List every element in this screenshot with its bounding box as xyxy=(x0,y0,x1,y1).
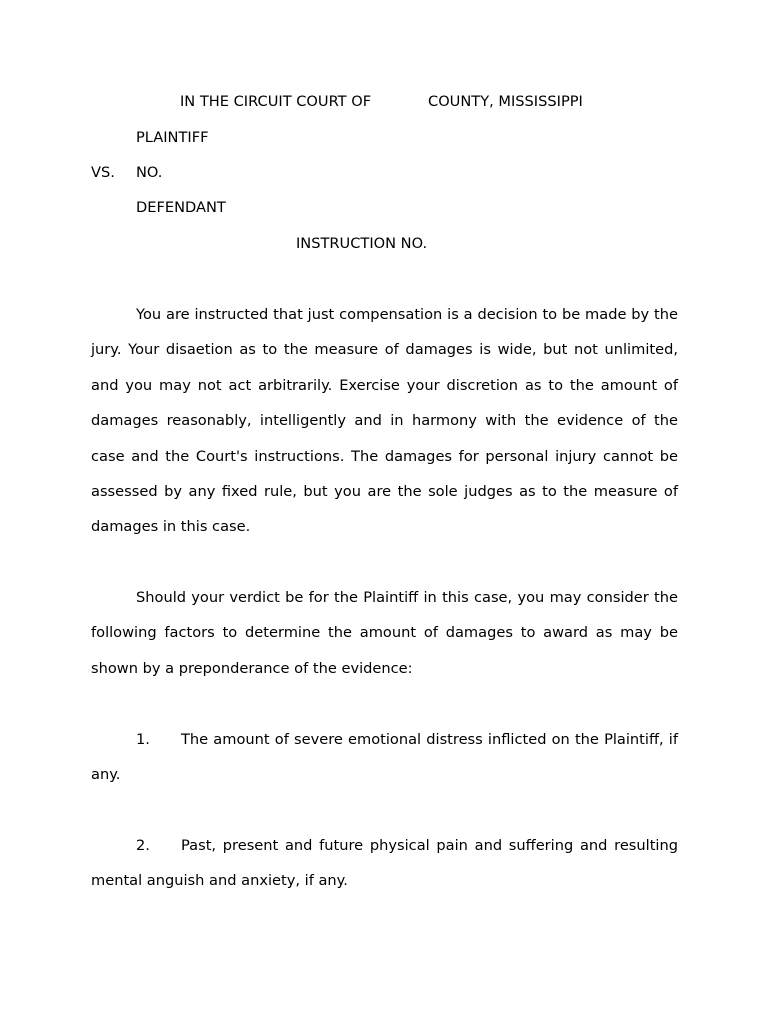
instruction-paragraph-1: You are instructed that just compensation is a decision to be made by the jury. Your disaetion as to the measure of damages is wide, but not unlimited, and you may not act arbitrarily. Exercise your discretion as to the amount of damages reasonably, intelligently and in harmony with the evidence of the case and the Court's instructions. The damages for personal injury cannot be assessed by any fixed rule, but you are the sole judges as to the measure of damages in this case. xyxy=(91,306,678,536)
case-number-label: NO. xyxy=(136,164,163,181)
defendant-label: DEFENDANT xyxy=(136,199,226,216)
instruction-number-label: INSTRUCTION NO. xyxy=(296,235,428,252)
instruction-paragraph-2: Should your verdict be for the Plaintiff in this case, you may consider the following factors to determine the amount of damages to award as may be shown by a preponderance of the evidence: xyxy=(91,589,678,677)
damages-factor-item xyxy=(91,722,678,793)
item-number: 1. xyxy=(136,731,150,748)
court-name-right: COUNTY, MISSISSIPPI xyxy=(428,93,583,110)
court-name-left: IN THE CIRCUIT COURT OF xyxy=(180,93,372,110)
plaintiff-label: PLAINTIFF xyxy=(136,129,209,146)
damages-factor-item xyxy=(91,828,678,899)
item-text: Past, present and future physical pain and suffering and resulting mental anguish and anxiety, if any. xyxy=(91,837,678,890)
item-text: The amount of severe emotional distress inflicted on the Plaintiff, if any. xyxy=(91,731,678,784)
versus-label: VS. xyxy=(91,164,115,181)
item-number: 2. xyxy=(136,837,150,854)
